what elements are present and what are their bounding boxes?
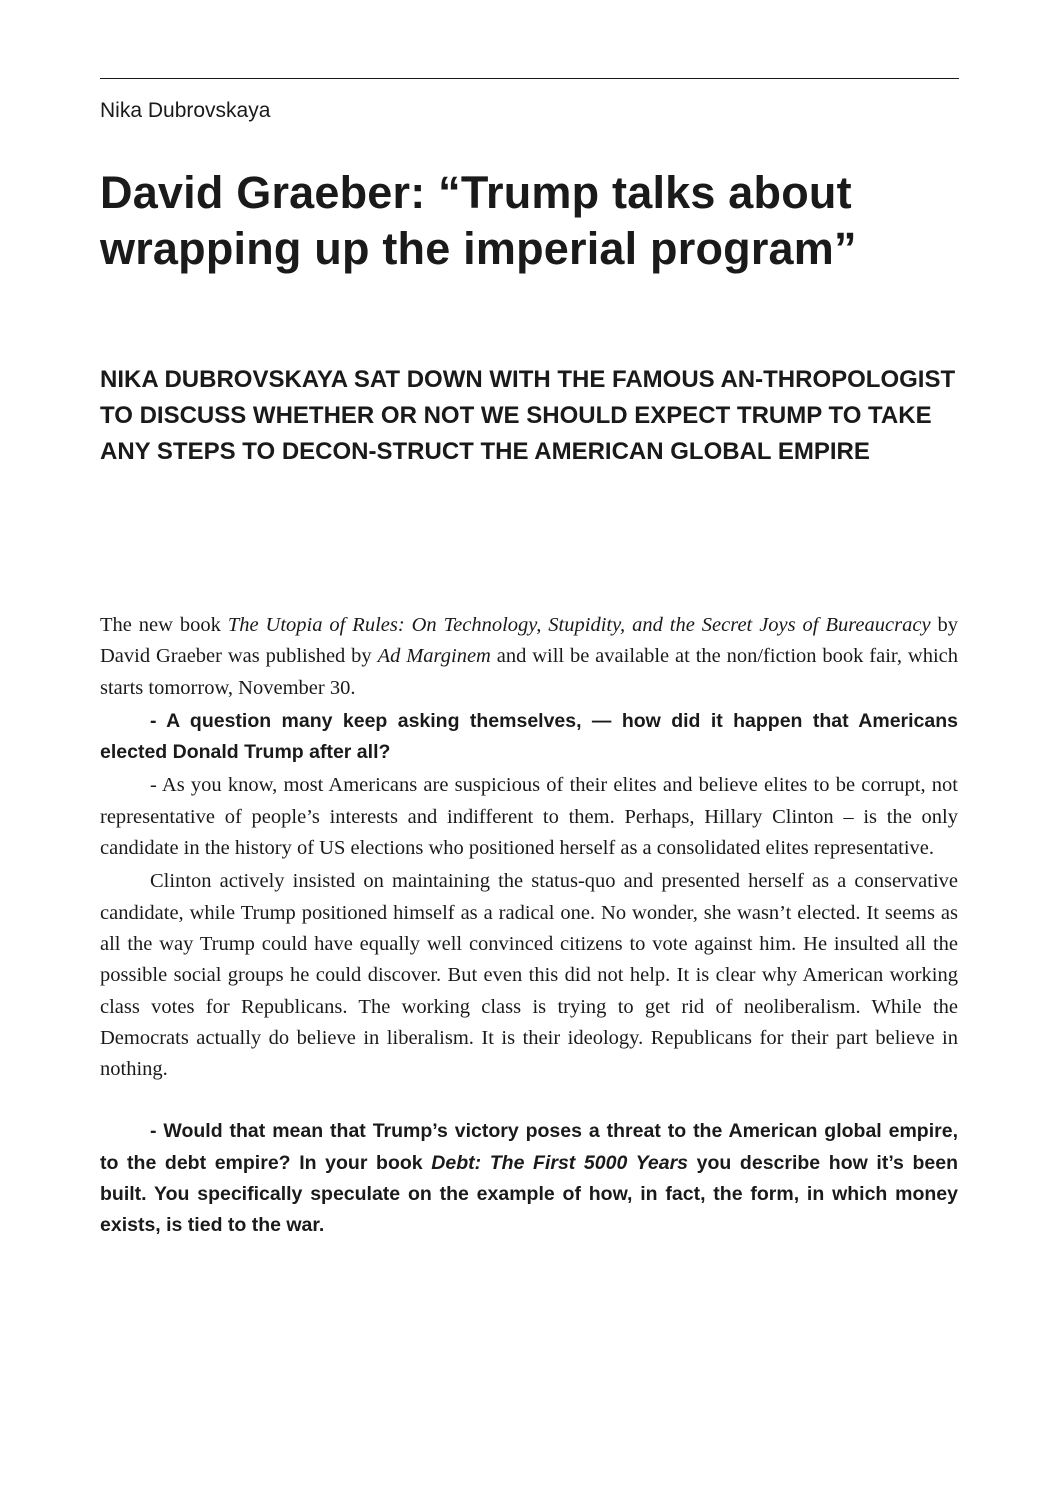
question-2 [100, 1116, 958, 1241]
question-2-text-1: - Would that mean that Trump’s victory poses a threat to the American global empire, to the debt empire? In your book [100, 1120, 958, 1174]
book-title-debt: Debt: The First 5000 Years [431, 1151, 688, 1174]
article-subtitle: NIKA DUBROVSKAYA SAT DOWN WITH THE FAMOUS AN-THROPOLOGIST TO DISCUSS WHETHER OR NOT WE SHOULD EXPECT TRUMP TO TAKE ANY STEPS TO DECON-STRUCT THE AMERICAN GLOBAL EMPIRE [100, 366, 956, 465]
intro-paragraph [100, 610, 958, 704]
intro-text-3: and will be available at the non/fiction book fair, which starts tomorrow, November 30. [100, 645, 959, 699]
answer-1-paragraph-2: Clinton actively insisted on maintaining the status-quo and presented herself as a conservative candidate, while Trump positioned himself as a radical one. No wonder, she wasn’t elected. It seems as all the way Trump could have equally well convinced citizens to vote against him. He insulted all the possible social groups he could discover. But even this did not help. It is clear why American working class votes for Republicans. The working class is trying to get rid of neoliberalism. While the Democrats actually do believe in liberalism. It is their ideology. Republicans for their part believe in nothing. [100, 870, 958, 1081]
question-2-text-2: you describe how it’s been built. You specifically speculate on the example of how, in fact, the form, in which money exists, is tied to the war. [100, 1151, 958, 1237]
intro-text-1: The new book [100, 614, 228, 636]
book-title-utopia: The Utopia of Rules: On Technology, Stupidity, and the Secret Joys of Bureaucracy [227, 614, 931, 636]
header-rule [100, 78, 959, 79]
article-title: David Graeber: “Trump talks about wrapping up the imperial program” [100, 167, 857, 274]
article-body [100, 610, 958, 1242]
question-1: - A question many keep asking themselves, — how did it happen that Americans elected Donald Trump after all? [100, 709, 958, 764]
author-name: Nika Dubrovskaya [100, 99, 271, 122]
publisher-name: Ad Marginem [377, 645, 491, 668]
intro-text-2: by David Graeber was published by [100, 614, 959, 668]
answer-1-paragraph-1: - As you know, most Americans are suspicious of their elites and believe elites to be corrupt, not representative of people’s interests and indifferent to them. Perhaps, Hillary Clinton – is the only candidate in the history of US elections who positioned herself as a consolidated elites representative. [100, 774, 958, 860]
